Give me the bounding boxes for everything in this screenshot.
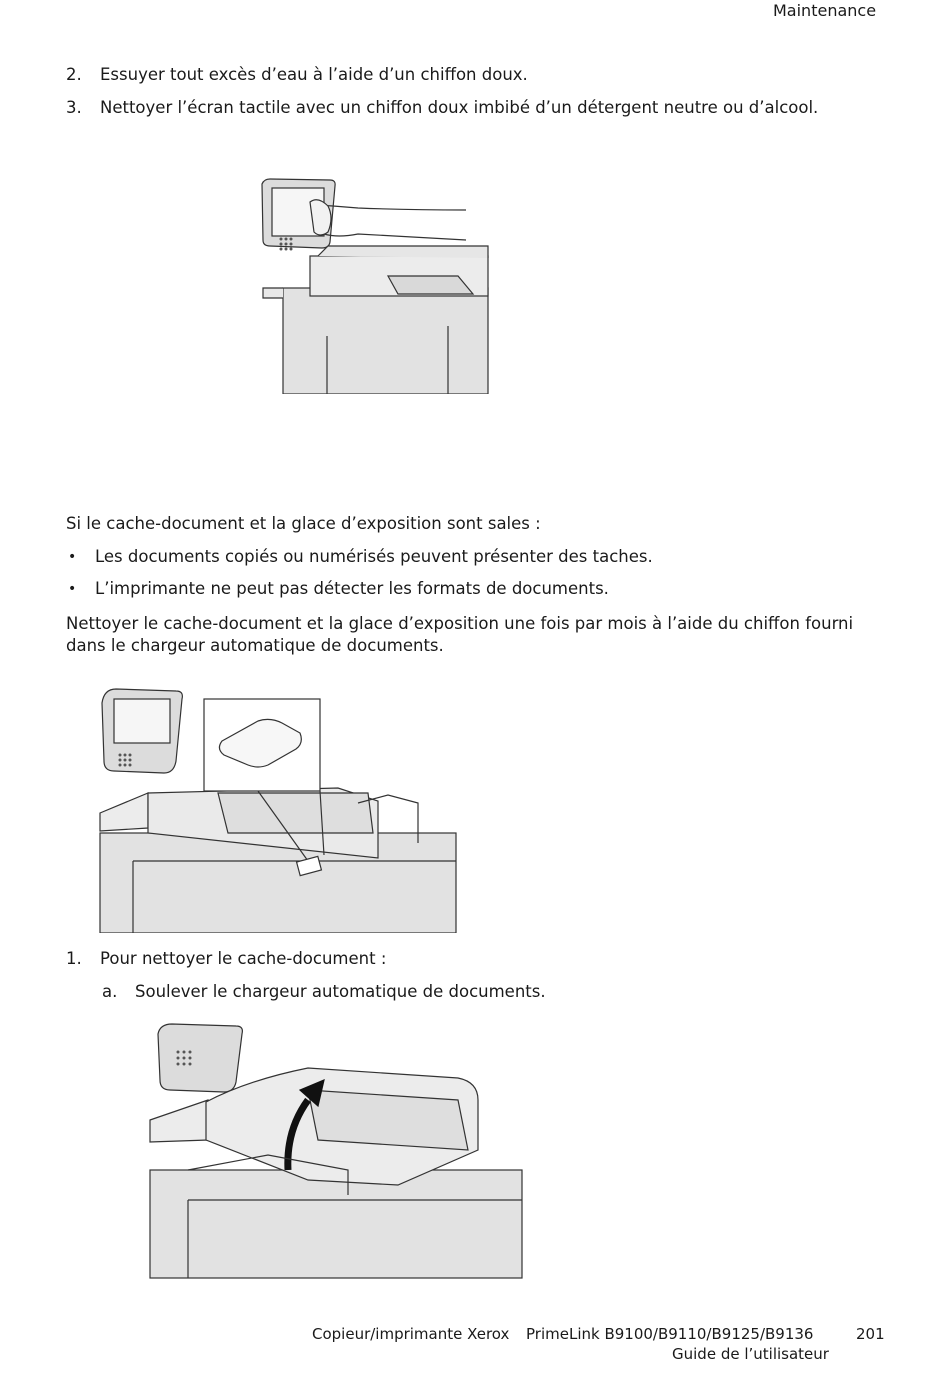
- bullet-icon: •: [68, 581, 77, 597]
- running-header: Maintenance: [773, 1, 877, 20]
- step-number: 3.: [66, 98, 82, 117]
- step-number: 2.: [66, 65, 82, 84]
- bullet-icon: •: [68, 549, 77, 565]
- footer-model: PrimeLink B9100/B9110/B9125/B9136: [526, 1325, 814, 1343]
- step-number: 1.: [66, 949, 82, 968]
- footer-guide: Guide de l’utilisateur: [672, 1345, 829, 1363]
- footer-product: Copieur/imprimante Xerox: [312, 1325, 510, 1343]
- illustration-lift-document-feeder: [148, 1020, 526, 1280]
- step-text: Nettoyer l’écran tactile avec un chiffon doux imbibé d’un détergent neutre ou d’alcool.: [100, 98, 819, 117]
- substep-letter: a.: [102, 982, 118, 1001]
- step-text: Pour nettoyer le cache-document :: [100, 949, 387, 968]
- step-text: Essuyer tout excès d’eau à l’aide d’un chiffon doux.: [100, 65, 528, 84]
- footer-page-number: 201: [856, 1325, 885, 1343]
- bullet-text: L’imprimante ne peut pas détecter les formats de documents.: [95, 579, 609, 598]
- illustration-clean-touch-screen: [258, 176, 490, 394]
- paragraph-line: Nettoyer le cache-document et la glace d’exposition une fois par mois à l’aide du chiffon fourni: [66, 614, 854, 633]
- intro-text: Si le cache-document et la glace d’exposition sont sales :: [66, 514, 541, 533]
- paragraph-line: dans le chargeur automatique de documents.: [66, 636, 444, 655]
- bullet-text: Les documents copiés ou numérisés peuvent présenter des taches.: [95, 547, 653, 566]
- substep-text: Soulever le chargeur automatique de documents.: [135, 982, 546, 1001]
- illustration-cloth-location: [98, 683, 458, 933]
